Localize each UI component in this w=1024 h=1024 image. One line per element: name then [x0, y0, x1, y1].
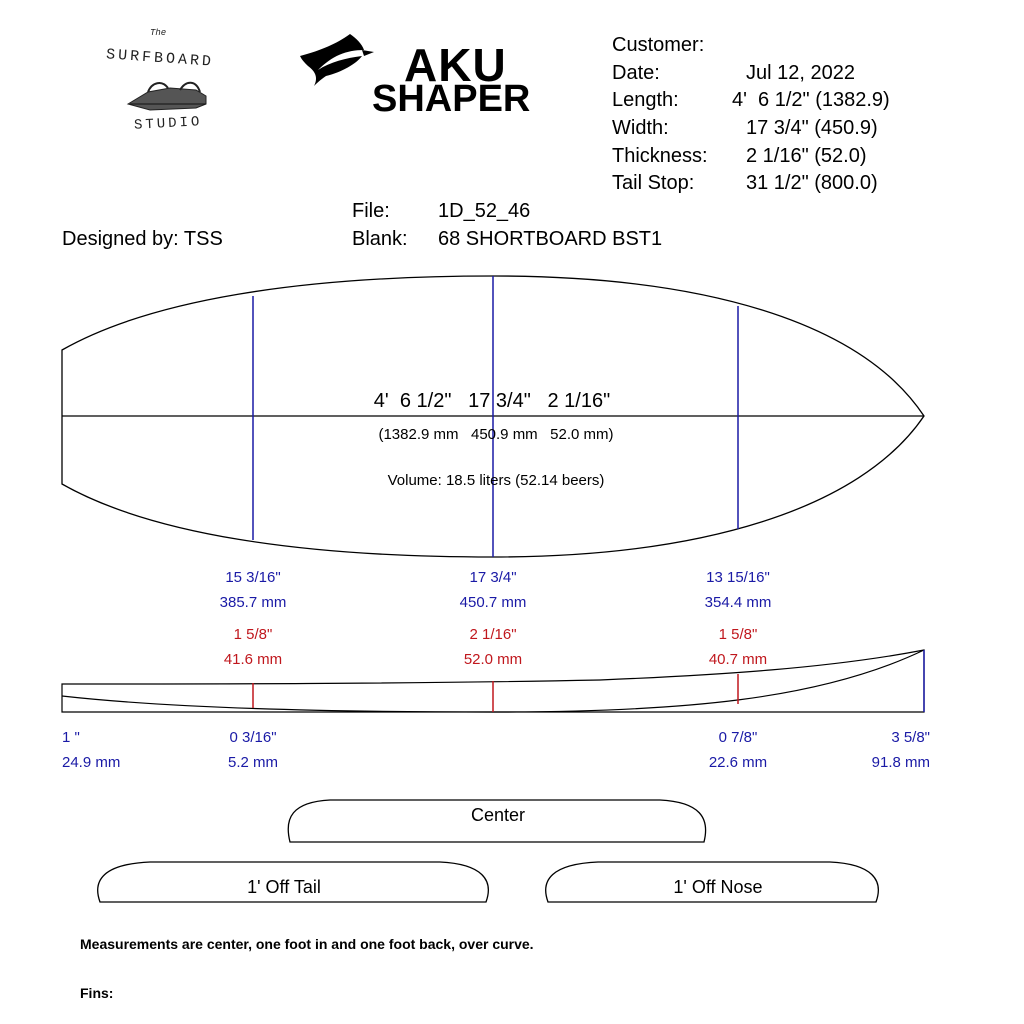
thickness-imperial-tail: 1 5/8" — [233, 626, 273, 643]
designed-by: Designed by: TSS — [62, 228, 223, 250]
studio-logo-name: SURFBOARD — [105, 46, 215, 71]
section-tail-label: 1' Off Tail — [247, 877, 321, 897]
file-value: 1D_52_46 — [438, 200, 531, 222]
thickness-value: 2 1/16" (52.0) — [746, 145, 867, 167]
section-center-label: Center — [470, 805, 526, 825]
width-imperial-center: 17 3/4" — [469, 569, 517, 586]
studio-logo-bottom: STUDIO — [133, 114, 203, 134]
thickness-metric-tail: 41.6 mm — [223, 651, 283, 668]
tailstop-label: Tail Stop: — [612, 172, 695, 194]
measurements-note: Measurements are center, one foot in and one foot back, over curve. — [80, 936, 534, 952]
rocker-imperial-tail-foot: 0 3/16" — [229, 729, 277, 746]
file-label: File: — [352, 200, 390, 222]
customer-label: Customer: — [612, 34, 705, 56]
date-value: Jul 12, 2022 — [746, 62, 855, 84]
length-value: 4' 6 1/2" (1382.9) — [732, 89, 890, 111]
thickness-metric-nose: 40.7 mm — [708, 651, 768, 668]
width-metric-center: 450.7 mm — [459, 594, 527, 611]
rocker-metric-tail-foot: 5.2 mm — [227, 754, 278, 771]
outline-volume: Volume: 18.5 liters (52.14 beers) — [387, 472, 605, 489]
blank-value: 68 SHORTBOARD BST1 — [438, 228, 663, 250]
board-outline — [62, 276, 924, 557]
outline-dims-imperial: 4' 6 1/2" 17 3/4" 2 1/16" — [373, 390, 611, 412]
date-label: Date: — [612, 62, 660, 84]
length-label: Length: — [612, 89, 679, 111]
blank-label: Blank: — [352, 228, 408, 250]
width-imperial-nose: 13 15/16" — [706, 569, 770, 586]
rocker-metric-nose-foot: 22.6 mm — [708, 754, 768, 771]
rocker-imperial-tail: 1 " — [62, 729, 80, 746]
thickness-imperial-nose: 1 5/8" — [718, 626, 758, 643]
section-nose-label: 1' Off Nose — [673, 877, 763, 897]
thickness-metric-center: 52.0 mm — [463, 651, 523, 668]
brand-shaper: SHAPER — [372, 78, 531, 120]
brand-aku: AKU — [404, 39, 507, 91]
width-label: Width: — [612, 117, 669, 139]
width-metric-tail: 385.7 mm — [219, 594, 287, 611]
thickness-label: Thickness: — [612, 145, 708, 167]
rocker-imperial-nose: 3 5/8" — [891, 729, 930, 746]
width-metric-nose: 354.4 mm — [704, 594, 772, 611]
rocker-imperial-nose-foot: 0 7/8" — [718, 729, 758, 746]
hand-plane-icon — [128, 83, 206, 110]
rocker-metric-nose: 91.8 mm — [871, 754, 930, 771]
tailstop-value: 31 1/2" (800.0) — [746, 172, 878, 194]
width-value: 17 3/4" (450.9) — [746, 117, 878, 139]
studio-logo-the: The — [150, 28, 167, 38]
width-imperial-tail: 15 3/16" — [225, 569, 281, 586]
rocker-metric-tail: 24.9 mm — [62, 754, 121, 771]
fins-label: Fins: — [80, 985, 114, 1001]
thickness-imperial-center: 2 1/16" — [469, 626, 517, 643]
outline-dims-metric: (1382.9 mm 450.9 mm 52.0 mm) — [378, 426, 614, 443]
bird-logo-icon — [300, 34, 374, 86]
